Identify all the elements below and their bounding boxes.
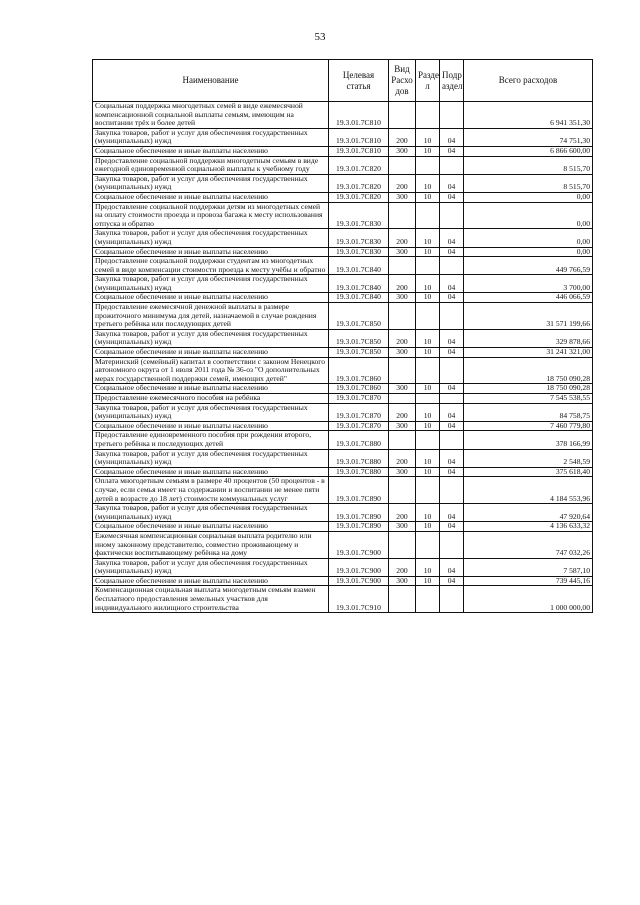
row-subsection-cell: 04 — [440, 576, 464, 586]
row-article-cell: 19.3.01.7С840 — [329, 257, 389, 275]
row-amount-cell: 747 032,26 — [464, 531, 593, 558]
row-name-cell: Социальное обеспечение и иные выплаты населению — [93, 421, 329, 431]
row-section-cell — [416, 531, 440, 558]
row-name-cell: Закупка товаров, работ и услуг для обеспечения государственных (муниципальных) нужд — [93, 558, 329, 576]
row-amount-cell: 3 700,00 — [464, 275, 593, 293]
row-article-cell: 19.3.01.7С820 — [329, 174, 389, 192]
row-article-cell: 19.3.01.7С840 — [329, 293, 389, 303]
row-name-cell: Закупка товаров, работ и услуг для обеспечения государственных (муниципальных) нужд — [93, 449, 329, 467]
table-row — [93, 522, 593, 532]
row-amount-cell: 31 571 199,66 — [464, 303, 593, 330]
row-subsection-cell: 04 — [440, 293, 464, 303]
header-name: Наименование — [93, 60, 329, 102]
table-row — [93, 275, 593, 293]
row-section-cell: 10 — [416, 421, 440, 431]
table-row — [93, 558, 593, 576]
row-article-cell: 19.3.01.7С810 — [329, 146, 389, 156]
row-subsection-cell: 04 — [440, 403, 464, 421]
table-row — [93, 192, 593, 202]
row-name-cell: Компенсационная социальная выплата многодетным семьям взамен бесплатного предоставления земельных участков для индивидуального жилищного строительства — [93, 586, 329, 613]
row-amount-cell: 375 618,40 — [464, 467, 593, 477]
row-section-cell — [416, 586, 440, 613]
row-section-cell: 10 — [416, 146, 440, 156]
row-subsection-cell: 04 — [440, 192, 464, 202]
row-subsection-cell: 04 — [440, 504, 464, 522]
row-article-cell: 19.3.01.7С810 — [329, 102, 389, 129]
row-section-cell: 10 — [416, 128, 440, 146]
row-type-cell — [389, 431, 416, 449]
row-article-cell: 19.3.01.7С830 — [329, 247, 389, 257]
row-article-cell: 19.3.01.7С910 — [329, 586, 389, 613]
row-article-cell: 19.3.01.7С870 — [329, 403, 389, 421]
table-row — [93, 394, 593, 404]
row-section-cell — [416, 303, 440, 330]
row-type-cell: 200 — [389, 229, 416, 247]
row-name-cell: Закупка товаров, работ и услуг для обеспечения государственных (муниципальных) нужд — [93, 275, 329, 293]
row-type-cell: 200 — [389, 558, 416, 576]
row-type-cell: 300 — [389, 384, 416, 394]
row-amount-cell: 2 548,59 — [464, 449, 593, 467]
row-type-cell: 200 — [389, 449, 416, 467]
row-type-cell: 200 — [389, 128, 416, 146]
header-subsection: Подр аздел — [440, 60, 464, 102]
row-type-cell — [389, 303, 416, 330]
row-amount-cell: 18 750 090,28 — [464, 357, 593, 384]
row-type-cell: 200 — [389, 504, 416, 522]
row-name-cell: Предоставление социальной поддержки студентам из многодетных семей в виде компенсации стоимости проезда к месту учёбы и обратно — [93, 257, 329, 275]
row-article-cell: 19.3.01.7С900 — [329, 576, 389, 586]
row-type-cell: 200 — [389, 275, 416, 293]
table-row — [93, 174, 593, 192]
header-total: Всего расходов — [464, 60, 593, 102]
row-section-cell: 10 — [416, 558, 440, 576]
table-row — [93, 257, 593, 275]
row-section-cell: 10 — [416, 522, 440, 532]
row-name-cell: Предоставление ежемесячной денежной выплаты в размере прожиточного минимума для детей, назначаемой в случае рождения третьего ребёнка или последующих детей — [93, 303, 329, 330]
row-subsection-cell: 04 — [440, 558, 464, 576]
row-type-cell — [389, 586, 416, 613]
row-section-cell: 10 — [416, 467, 440, 477]
row-article-cell: 19.3.01.7С880 — [329, 431, 389, 449]
row-subsection-cell: 04 — [440, 522, 464, 532]
row-amount-cell: 1 000 000,00 — [464, 586, 593, 613]
row-article-cell: 19.3.01.7С890 — [329, 504, 389, 522]
row-section-cell: 10 — [416, 348, 440, 358]
row-subsection-cell: 04 — [440, 329, 464, 347]
row-subsection-cell: 04 — [440, 384, 464, 394]
row-type-cell: 300 — [389, 576, 416, 586]
row-amount-cell: 47 920,64 — [464, 504, 593, 522]
row-article-cell: 19.3.01.7С830 — [329, 229, 389, 247]
row-type-cell — [389, 102, 416, 129]
row-article-cell: 19.3.01.7С900 — [329, 558, 389, 576]
row-subsection-cell — [440, 357, 464, 384]
row-name-cell: Социальное обеспечение и иные выплаты населению — [93, 293, 329, 303]
row-name-cell: Закупка товаров, работ и услуг для обеспечения государственных (муниципальных) нужд — [93, 229, 329, 247]
row-type-cell: 300 — [389, 467, 416, 477]
row-section-cell: 10 — [416, 329, 440, 347]
row-subsection-cell: 04 — [440, 128, 464, 146]
row-name-cell: Предоставление единовременного пособия при рождении второго, третьего ребёнка и последующих детей — [93, 431, 329, 449]
row-article-cell: 19.3.01.7С870 — [329, 394, 389, 404]
row-type-cell: 300 — [389, 522, 416, 532]
row-name-cell: Закупка товаров, работ и услуг для обеспечения государственных (муниципальных) нужд — [93, 403, 329, 421]
table-row — [93, 156, 593, 174]
row-type-cell — [389, 394, 416, 404]
header-type: Вид Расхо дов — [389, 60, 416, 102]
row-article-cell: 19.3.01.7С860 — [329, 384, 389, 394]
row-article-cell: 19.3.01.7С830 — [329, 202, 389, 229]
row-section-cell: 10 — [416, 576, 440, 586]
row-amount-cell: 4 184 553,96 — [464, 477, 593, 504]
row-section-cell — [416, 202, 440, 229]
table-row — [93, 586, 593, 613]
row-type-cell: 300 — [389, 348, 416, 358]
row-amount-cell: 0,00 — [464, 229, 593, 247]
row-name-cell: Социальное обеспечение и иные выплаты населению — [93, 348, 329, 358]
row-subsection-cell — [440, 477, 464, 504]
row-amount-cell: 0,00 — [464, 247, 593, 257]
row-amount-cell: 7 587,10 — [464, 558, 593, 576]
row-name-cell: Оплата многодетным семьям в размере 40 процентов (50 процентов - в случае, если семья имеет на содержании и воспитании не менее пяти детей в возрасте до 18 лет) стоимости коммунальных услуг — [93, 477, 329, 504]
row-subsection-cell — [440, 303, 464, 330]
table-row — [93, 531, 593, 558]
row-article-cell: 19.3.01.7С820 — [329, 192, 389, 202]
table-row — [93, 504, 593, 522]
row-section-cell — [416, 477, 440, 504]
row-amount-cell: 0,00 — [464, 192, 593, 202]
row-amount-cell: 329 878,66 — [464, 329, 593, 347]
row-subsection-cell: 04 — [440, 247, 464, 257]
row-amount-cell: 378 166,99 — [464, 431, 593, 449]
row-subsection-cell — [440, 431, 464, 449]
row-type-cell — [389, 202, 416, 229]
table-row — [93, 403, 593, 421]
row-type-cell — [389, 531, 416, 558]
table-row — [93, 303, 593, 330]
row-name-cell: Материнский (семейный) капитал в соответствии с законом Ненецкого автономного округа от 1 июля 2011 года № 36-оз "О дополнительных мерах государственной поддержки семей, имеющих детей" — [93, 357, 329, 384]
budget-table — [92, 59, 593, 613]
row-section-cell — [416, 394, 440, 404]
row-type-cell — [389, 156, 416, 174]
row-section-cell: 10 — [416, 384, 440, 394]
row-name-cell: Социальная поддержка многодетных семей в виде ежемесячной компенсационной социальной выплаты семьям, имеющим на воспитании трёх и более детей — [93, 102, 329, 129]
row-type-cell: 200 — [389, 174, 416, 192]
row-subsection-cell: 04 — [440, 421, 464, 431]
row-article-cell: 19.3.01.7С850 — [329, 303, 389, 330]
row-article-cell: 19.3.01.7С890 — [329, 522, 389, 532]
row-article-cell: 19.3.01.7С820 — [329, 156, 389, 174]
row-amount-cell: 0,00 — [464, 202, 593, 229]
table-body — [93, 102, 593, 613]
row-name-cell: Социальное обеспечение и иные выплаты населению — [93, 522, 329, 532]
table-row — [93, 229, 593, 247]
row-name-cell: Социальное обеспечение и иные выплаты населению — [93, 146, 329, 156]
row-section-cell: 10 — [416, 174, 440, 192]
row-section-cell: 10 — [416, 275, 440, 293]
row-amount-cell: 4 136 633,32 — [464, 522, 593, 532]
row-amount-cell: 18 750 090,28 — [464, 384, 593, 394]
row-subsection-cell: 04 — [440, 174, 464, 192]
row-name-cell: Предоставление ежемесячного пособия на ребёнка — [93, 394, 329, 404]
page-number: 53 — [314, 31, 326, 43]
table-row — [93, 357, 593, 384]
header-section: Разде л — [416, 60, 440, 102]
row-type-cell: 300 — [389, 293, 416, 303]
row-name-cell: Закупка товаров, работ и услуг для обеспечения государственных (муниципальных) нужд — [93, 174, 329, 192]
row-article-cell: 19.3.01.7С860 — [329, 357, 389, 384]
row-name-cell: Ежемесячная компенсационная социальная выплата родителю или иному законному представителю, совместно проживающему и фактически воспитывающему ребёнка на дому — [93, 531, 329, 558]
row-amount-cell: 8 515,70 — [464, 156, 593, 174]
row-subsection-cell — [440, 586, 464, 613]
row-article-cell: 19.3.01.7С810 — [329, 128, 389, 146]
row-section-cell — [416, 431, 440, 449]
row-article-cell: 19.3.01.7С900 — [329, 531, 389, 558]
row-type-cell — [389, 357, 416, 384]
table-row — [93, 202, 593, 229]
row-subsection-cell — [440, 102, 464, 129]
row-type-cell — [389, 477, 416, 504]
table-row — [93, 128, 593, 146]
row-subsection-cell: 04 — [440, 449, 464, 467]
row-article-cell: 19.3.01.7С880 — [329, 449, 389, 467]
row-name-cell: Предоставление социальной поддержки детям из многодетных семей на оплату стоимости проезда и провоза багажа к месту использования отпуска и обратно — [93, 202, 329, 229]
row-name-cell: Социальное обеспечение и иные выплаты населению — [93, 467, 329, 477]
row-section-cell: 10 — [416, 293, 440, 303]
table-row — [93, 329, 593, 347]
row-article-cell: 19.3.01.7С850 — [329, 348, 389, 358]
row-amount-cell: 7 460 779,80 — [464, 421, 593, 431]
row-subsection-cell — [440, 394, 464, 404]
row-type-cell: 200 — [389, 329, 416, 347]
row-amount-cell: 7 545 538,55 — [464, 394, 593, 404]
row-subsection-cell: 04 — [440, 229, 464, 247]
row-amount-cell: 6 941 351,30 — [464, 102, 593, 129]
row-type-cell: 300 — [389, 146, 416, 156]
row-subsection-cell — [440, 257, 464, 275]
row-section-cell — [416, 357, 440, 384]
row-type-cell: 300 — [389, 421, 416, 431]
row-section-cell: 10 — [416, 403, 440, 421]
row-amount-cell: 31 241 321,00 — [464, 348, 593, 358]
row-amount-cell: 446 066,59 — [464, 293, 593, 303]
row-article-cell: 19.3.01.7С890 — [329, 477, 389, 504]
row-article-cell: 19.3.01.7С850 — [329, 329, 389, 347]
row-article-cell: 19.3.01.7С840 — [329, 275, 389, 293]
row-section-cell: 10 — [416, 247, 440, 257]
row-subsection-cell — [440, 531, 464, 558]
row-amount-cell: 449 766,59 — [464, 257, 593, 275]
table-row — [93, 146, 593, 156]
row-type-cell: 300 — [389, 192, 416, 202]
row-name-cell: Социальное обеспечение и иные выплаты населению — [93, 247, 329, 257]
row-section-cell: 10 — [416, 229, 440, 247]
row-amount-cell: 74 751,30 — [464, 128, 593, 146]
table-row — [93, 449, 593, 467]
row-subsection-cell — [440, 156, 464, 174]
row-amount-cell: 6 866 600,00 — [464, 146, 593, 156]
row-article-cell: 19.3.01.7С880 — [329, 467, 389, 477]
row-subsection-cell — [440, 202, 464, 229]
table-header-row — [93, 60, 593, 102]
row-amount-cell: 8 515,70 — [464, 174, 593, 192]
table-row — [93, 431, 593, 449]
row-name-cell: Закупка товаров, работ и услуг для обеспечения государственных (муниципальных) нужд — [93, 504, 329, 522]
row-name-cell: Закупка товаров, работ и услуг для обеспечения государственных (муниципальных) нужд — [93, 128, 329, 146]
row-subsection-cell: 04 — [440, 275, 464, 293]
table-row — [93, 102, 593, 129]
row-subsection-cell: 04 — [440, 467, 464, 477]
row-amount-cell: 84 758,75 — [464, 403, 593, 421]
row-name-cell: Социальное обеспечение и иные выплаты населению — [93, 576, 329, 586]
row-name-cell: Закупка товаров, работ и услуг для обеспечения государственных (муниципальных) нужд — [93, 329, 329, 347]
row-type-cell: 300 — [389, 247, 416, 257]
row-subsection-cell: 04 — [440, 146, 464, 156]
row-type-cell — [389, 257, 416, 275]
row-section-cell: 10 — [416, 192, 440, 202]
row-name-cell: Социальное обеспечение и иные выплаты населению — [93, 192, 329, 202]
row-name-cell: Предоставление социальной поддержки многодетным семьям в виде ежегодной единовременной социальной выплаты к учебному году — [93, 156, 329, 174]
row-amount-cell: 739 445,16 — [464, 576, 593, 586]
row-article-cell: 19.3.01.7С870 — [329, 421, 389, 431]
table-row — [93, 477, 593, 504]
row-name-cell: Социальное обеспечение и иные выплаты населению — [93, 384, 329, 394]
row-type-cell: 200 — [389, 403, 416, 421]
row-subsection-cell: 04 — [440, 348, 464, 358]
row-section-cell — [416, 102, 440, 129]
row-section-cell — [416, 257, 440, 275]
row-section-cell: 10 — [416, 504, 440, 522]
row-section-cell: 10 — [416, 449, 440, 467]
header-article: Целевая статья — [329, 60, 389, 102]
table-row — [93, 348, 593, 358]
row-section-cell — [416, 156, 440, 174]
